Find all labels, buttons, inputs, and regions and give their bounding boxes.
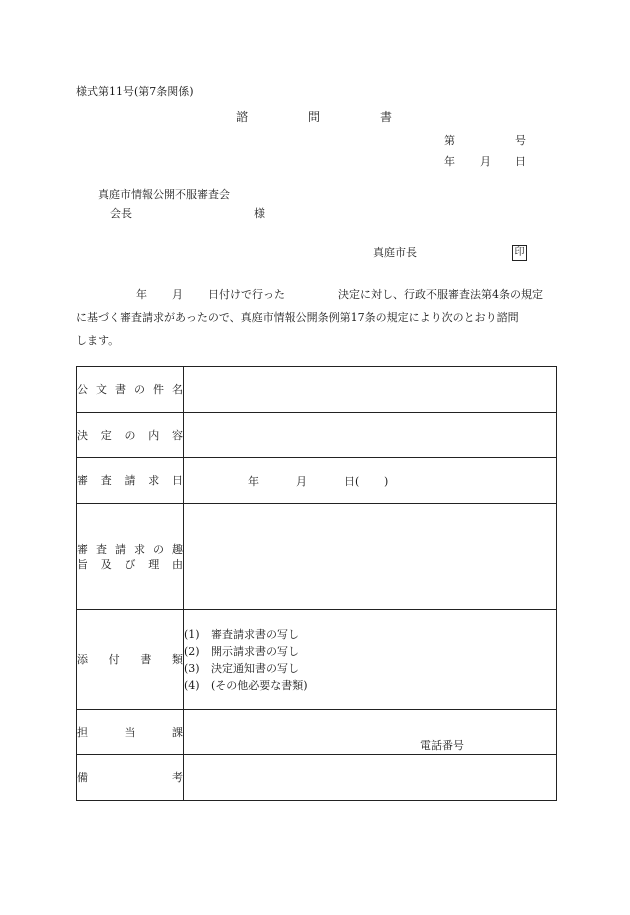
table-row-decision <box>77 413 557 458</box>
request-date-day: 日( <box>344 475 360 488</box>
department-value[interactable] <box>184 710 557 755</box>
inquiry-table <box>76 366 557 801</box>
addressee-org: 真庭市情報公開不服審査会 <box>98 188 230 201</box>
date-year: 年 <box>444 155 455 168</box>
attachment-item: (1) 審査請求書の写し <box>184 627 299 641</box>
document-name-label: 公文書の件名 <box>77 367 184 413</box>
attachments-label: 添付書類 <box>77 610 184 710</box>
title-char-1: 諮 <box>236 110 249 124</box>
request-date-label: 審査請求日 <box>77 458 184 504</box>
body-line2: に基づく審査請求があったので、真庭市情報公開条例第17条の規定により次のとおり諮問 <box>76 311 519 324</box>
purpose-label-line2: 旨及び理由 <box>77 557 183 571</box>
decision-value[interactable] <box>184 413 557 458</box>
purpose-label <box>77 504 184 610</box>
remarks-label: 備考 <box>77 755 184 801</box>
number-label: 第 <box>444 134 455 147</box>
number-suffix: 号 <box>515 134 526 147</box>
request-date-close: ) <box>384 475 389 488</box>
body-line1-rest: 決定に対し、行政不服審査法第4条の規定 <box>338 288 543 301</box>
table-row-request-date <box>77 458 557 504</box>
table-row-purpose <box>77 504 557 610</box>
table-row-attachments <box>77 610 557 710</box>
request-date-year: 年 <box>248 475 259 488</box>
seal-mark: 印 <box>512 245 527 261</box>
attachment-item: (4) (その他必要な書類) <box>184 678 308 692</box>
remarks-value[interactable] <box>184 755 557 801</box>
attachment-item: (2) 開示請求書の写し <box>184 644 299 658</box>
addressee-position: 会長 <box>110 207 132 220</box>
document-name-value[interactable] <box>184 367 557 413</box>
title-char-3: 書 <box>380 110 393 124</box>
phone-label: 電話番号 <box>420 739 464 752</box>
date-month: 月 <box>480 155 491 168</box>
purpose-label-line1: 審査請求の趣 <box>77 542 183 556</box>
body-month: 月 <box>172 288 183 301</box>
department-label: 担当課 <box>77 710 184 755</box>
attachments-value <box>184 610 557 710</box>
table-row-department <box>77 710 557 755</box>
title-char-2: 問 <box>308 110 321 124</box>
table-row-remarks <box>77 755 557 801</box>
body-year: 年 <box>136 288 147 301</box>
body-line3: します。 <box>76 334 120 347</box>
body-day-text: 日付けで行った <box>208 288 285 301</box>
attachment-item: (3) 決定通知書の写し <box>184 661 299 675</box>
date-day: 日 <box>515 155 526 168</box>
request-date-value[interactable] <box>184 458 557 504</box>
form-number: 様式第11号(第7条関係) <box>76 85 194 98</box>
addressee-honorific: 様 <box>254 207 265 220</box>
purpose-value[interactable] <box>184 504 557 610</box>
decision-label: 決定の内容 <box>77 413 184 458</box>
table-row-document-name <box>77 367 557 413</box>
request-date-month: 月 <box>296 475 307 488</box>
sender-name: 真庭市長 <box>373 246 417 259</box>
